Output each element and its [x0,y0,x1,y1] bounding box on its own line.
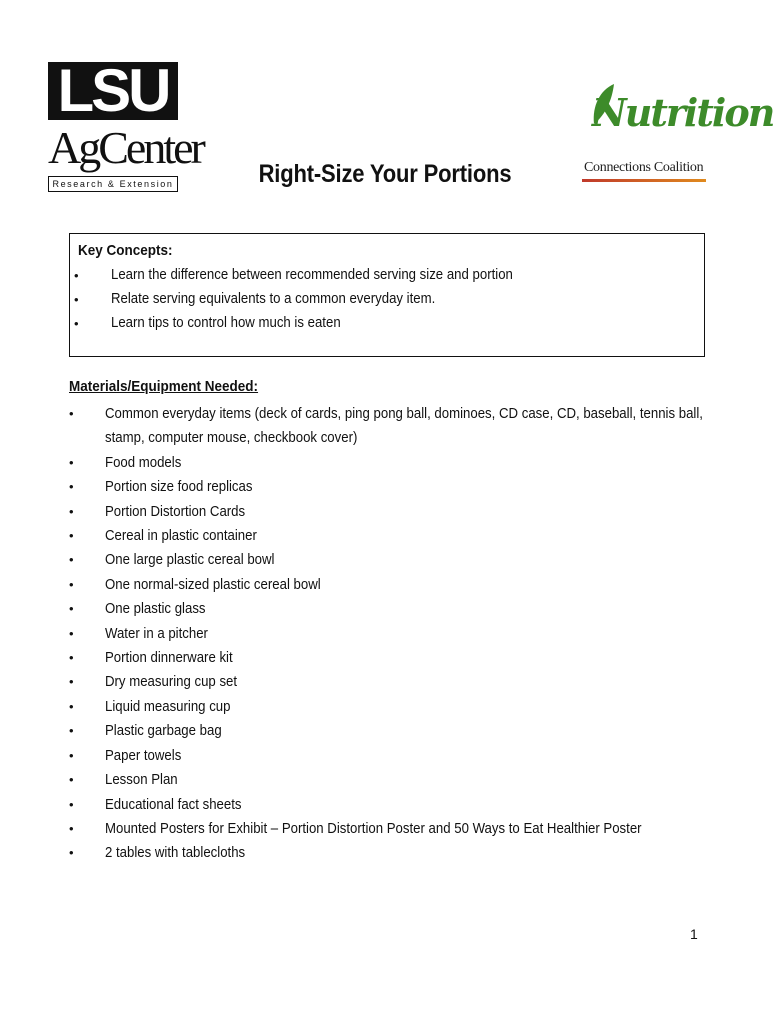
bullet-icon: • [74,292,79,307]
material-text: 2 tables with tablecloths [105,844,246,862]
bullet-icon: • [69,650,74,666]
bullet-icon: • [69,698,74,714]
bullet-icon: • [69,601,74,617]
list-item [69,402,709,451]
key-concepts-box [69,233,705,357]
list-item [69,817,709,841]
list-item [69,646,709,670]
material-text: Water in a pitcher [105,624,208,642]
bullet-icon: • [69,625,74,641]
list-item [69,597,709,621]
material-text: Lesson Plan [105,771,178,789]
material-text: Dry measuring cup set [105,673,238,691]
key-concept-text: Relate serving equivalents to a common everyday item. [111,290,436,307]
list-item [69,719,709,743]
list-item [69,768,709,792]
bullet-icon: • [69,796,74,812]
bullet-icon: • [69,747,74,763]
material-text: Mounted Posters for Exhibit – Portion Distortion Poster and 50 Ways to Eat Healthier Poster [105,819,642,837]
bullet-icon: • [69,845,74,861]
bullet-icon: • [69,528,74,544]
list-item [69,841,709,865]
material-text: Paper towels [105,746,182,764]
material-text: One plastic glass [105,600,206,618]
list-item [69,573,709,597]
material-text: Plastic garbage bag [105,722,222,740]
material-text: One large plastic cereal bowl [105,551,275,569]
material-text: One normal-sized plastic cereal bowl [105,575,321,593]
material-text: Food models [105,453,182,471]
bullet-icon: • [69,820,74,836]
list-item [69,524,709,548]
page-title: Right-Size Your Portions [258,160,512,188]
key-concept-text: Learn the difference between recommended serving size and portion [111,266,513,283]
list-item [69,670,709,694]
bullet-icon: • [69,576,74,592]
list-item [69,500,709,524]
list-item [69,793,709,817]
page-number: 1 [690,926,698,942]
bullet-icon: • [69,772,74,788]
list-item [69,744,709,768]
materials-list [69,402,709,866]
material-text: Common everyday items (deck of cards, ping pong ball, dominoes, CD case, CD, baseball, tennis ball, stamp, computer mouse, checkbook cover) [105,405,703,447]
list-item [69,475,709,499]
list-item [69,451,709,475]
nutrition-logo-word: Nutrition [592,90,773,135]
lsu-logo-line2: AgCenter [48,122,203,173]
bullet-icon: • [69,723,74,739]
list-item [69,622,709,646]
key-concepts-heading: Key Concepts: [78,242,173,259]
bullet-icon: • [69,406,74,421]
lsu-logo-line3: Research & Extension [48,176,178,192]
material-text: Liquid measuring cup [105,697,231,715]
list-item [69,695,709,719]
material-text: Portion size food replicas [105,478,253,496]
bullet-icon: • [69,674,74,690]
bullet-icon: • [69,552,74,568]
material-text: Portion dinnerware kit [105,649,233,667]
bullet-icon: • [69,479,74,495]
bullet-icon: • [69,503,74,519]
lsu-logo-line1: LSU [48,62,178,120]
bullet-icon: • [74,316,79,331]
list-item [69,548,709,572]
nutrition-logo-subtitle: Connections Coalition [584,160,704,175]
material-text: Portion Distortion Cards [105,502,246,520]
materials-heading: Materials/Equipment Needed: [69,378,259,395]
key-concept-text: Learn tips to control how much is eaten [111,314,341,331]
material-text: Cereal in plastic container [105,527,257,545]
bullet-icon: • [74,268,79,283]
material-text: Educational fact sheets [105,795,242,813]
bullet-icon: • [69,454,74,470]
